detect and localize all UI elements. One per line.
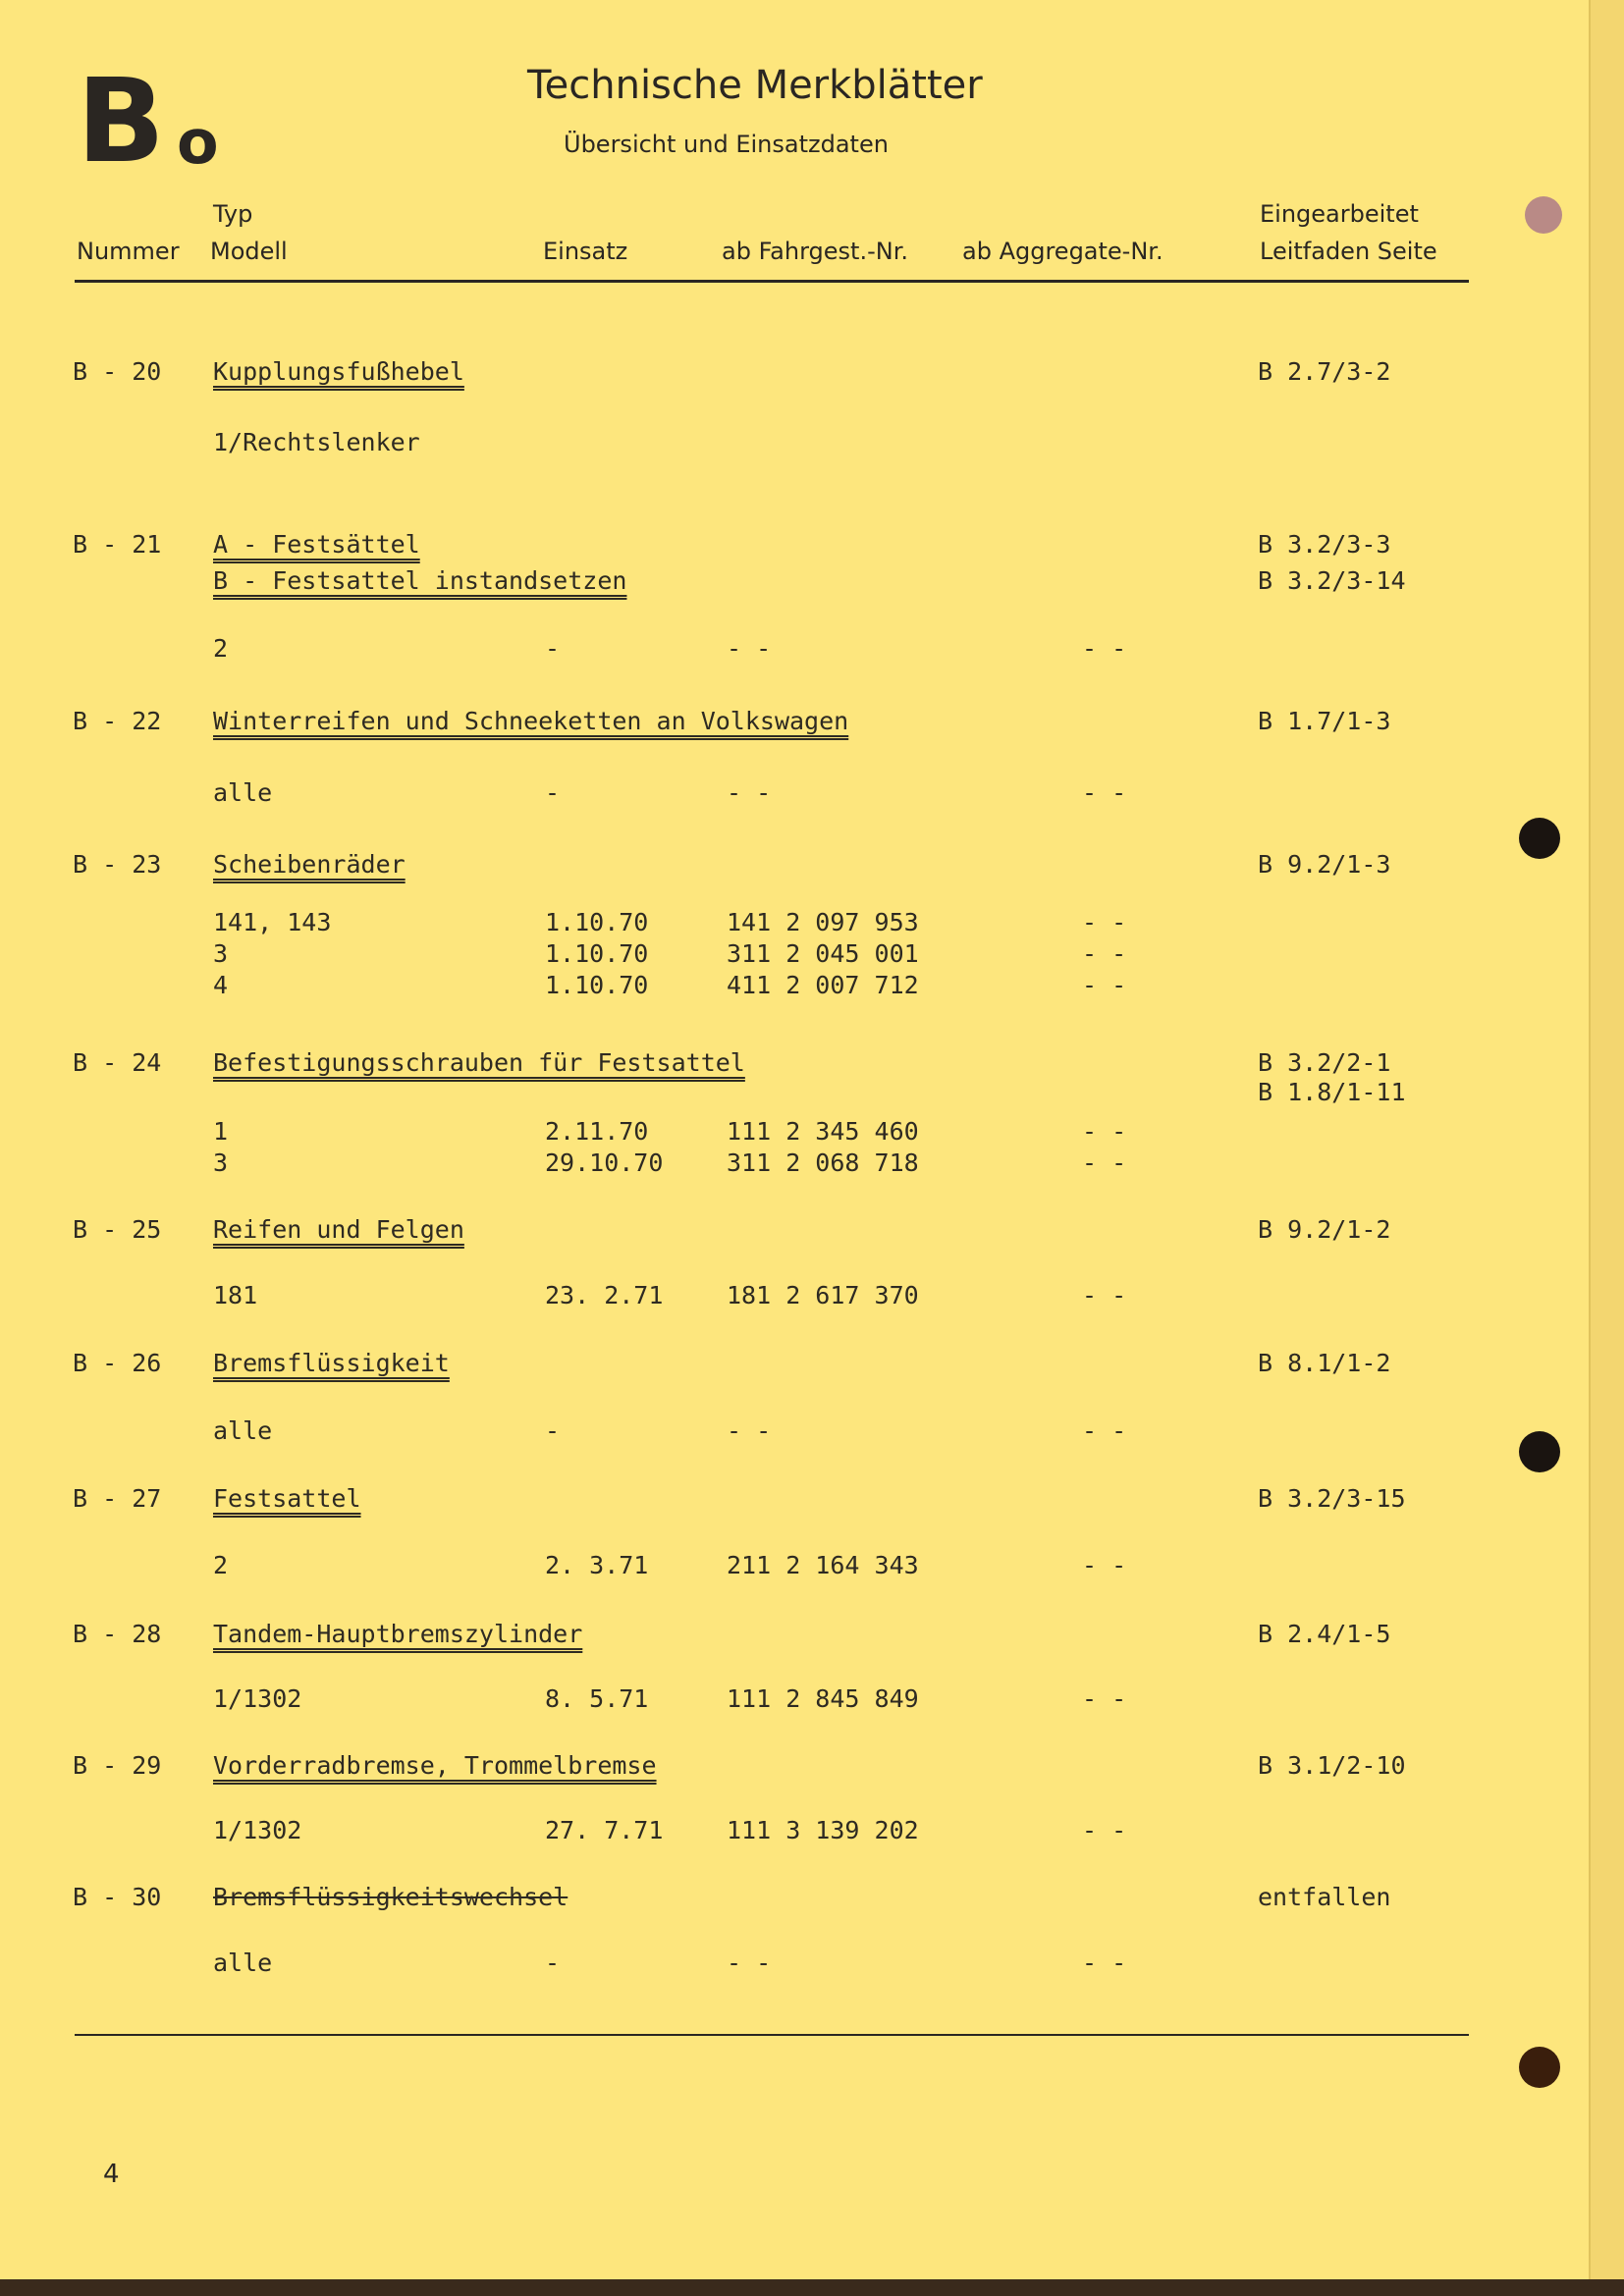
entry-einsatz: 1.10.70 bbox=[545, 939, 649, 968]
logo bbox=[77, 53, 219, 188]
entry-einsatz: - bbox=[545, 1416, 561, 1445]
entry-modell: alle bbox=[213, 778, 273, 807]
entry-einsatz: 2. 3.71 bbox=[545, 1551, 649, 1579]
bottom-strip bbox=[0, 2279, 1624, 2296]
entry-leitfaden: B 2.4/1-5 bbox=[1258, 1620, 1391, 1648]
entry-modell: 1 bbox=[213, 1117, 229, 1146]
entry-fahrgest: - - bbox=[727, 634, 772, 663]
entry-leitfaden: B 9.2/1-2 bbox=[1258, 1215, 1391, 1244]
entry-nummer: B - 22 bbox=[73, 707, 162, 735]
entry-leitfaden: B 3.2/3-3 bbox=[1258, 530, 1391, 559]
entry-title: Vorderradbremse, Trommelbremse bbox=[213, 1751, 657, 1780]
entry-modell: 4 bbox=[213, 971, 229, 999]
punch-hole-icon bbox=[1519, 1431, 1560, 1472]
entry-leitfaden: B 3.1/2-10 bbox=[1258, 1751, 1406, 1780]
entry-leitfaden: B 3.2/2-1 bbox=[1258, 1048, 1391, 1077]
entry-leitfaden: entfallen bbox=[1258, 1883, 1391, 1911]
punch-hole-icon bbox=[1519, 818, 1560, 859]
entry-title: Winterreifen und Schneeketten an Volkswagen bbox=[213, 707, 849, 735]
entry-einsatz: - bbox=[545, 634, 561, 663]
entry-fahrgest: - - bbox=[727, 778, 772, 807]
entry-modell: 1/1302 bbox=[213, 1684, 302, 1713]
column-header-typ: Typ bbox=[213, 200, 253, 228]
entry-modell: alle bbox=[213, 1949, 273, 1977]
entry-einsatz: 2.11.70 bbox=[545, 1117, 649, 1146]
entry-aggregate: - - bbox=[1082, 939, 1127, 968]
entry-aggregate: - - bbox=[1082, 1816, 1127, 1844]
header-rule bbox=[75, 280, 1469, 283]
entry-title: Befestigungsschrauben für Festsattel bbox=[213, 1048, 745, 1077]
entry-nummer: B - 29 bbox=[73, 1751, 162, 1780]
entry-einsatz: 23. 2.71 bbox=[545, 1281, 664, 1309]
entry-modell: alle bbox=[213, 1416, 273, 1445]
entry-modell: 1/1302 bbox=[213, 1816, 302, 1844]
entry-aggregate: - - bbox=[1082, 1551, 1127, 1579]
entry-nummer: B - 30 bbox=[73, 1883, 162, 1911]
entry-leitfaden: B 3.2/3-14 bbox=[1258, 566, 1406, 595]
logo-letter: B bbox=[77, 53, 165, 188]
entry-fahrgest: 181 2 617 370 bbox=[727, 1281, 919, 1309]
entry-aggregate: - - bbox=[1082, 1684, 1127, 1713]
entry-title: B - Festsattel instandsetzen bbox=[213, 566, 627, 595]
entry-aggregate: - - bbox=[1082, 1416, 1127, 1445]
entry-fahrgest: 111 2 845 849 bbox=[727, 1684, 919, 1713]
entry-modell: 2 bbox=[213, 634, 229, 663]
entry-title: Bremsflüssigkeit bbox=[213, 1349, 450, 1377]
entry-title: Festsattel bbox=[213, 1484, 361, 1513]
entry-modell: 3 bbox=[213, 939, 229, 968]
entry-leitfaden: B 1.8/1-11 bbox=[1258, 1078, 1406, 1106]
entry-title: Scheibenräder bbox=[213, 850, 406, 879]
entry-nummer: B - 25 bbox=[73, 1215, 162, 1244]
entry-modell: 181 bbox=[213, 1281, 258, 1309]
entry-einsatz: 8. 5.71 bbox=[545, 1684, 649, 1713]
logo-suffix: o bbox=[177, 106, 219, 178]
punch-hole-icon bbox=[1519, 2047, 1560, 2088]
entry-einsatz: 1.10.70 bbox=[545, 908, 649, 936]
entry-aggregate: - - bbox=[1082, 1281, 1127, 1309]
entry-title: Bremsflüssigkeitswechsel bbox=[213, 1883, 568, 1911]
column-header-fahrgest: ab Fahrgest.-Nr. bbox=[722, 238, 908, 265]
entry-leitfaden: B 9.2/1-3 bbox=[1258, 850, 1391, 879]
entry-aggregate: - - bbox=[1082, 1148, 1127, 1177]
entry-aggregate: - - bbox=[1082, 778, 1127, 807]
entry-leitfaden: B 2.7/3-2 bbox=[1258, 357, 1391, 386]
entry-nummer: B - 27 bbox=[73, 1484, 162, 1513]
entry-fahrgest: 311 2 045 001 bbox=[727, 939, 919, 968]
entry-leitfaden: B 3.2/3-15 bbox=[1258, 1484, 1406, 1513]
entry-title: Tandem-Hauptbremszylinder bbox=[213, 1620, 583, 1648]
column-header-nummer: Nummer bbox=[77, 238, 180, 265]
entry-aggregate: - - bbox=[1082, 1949, 1127, 1977]
column-header-aggregate: ab Aggregate-Nr. bbox=[962, 238, 1164, 265]
entry-modell: 1/Rechtslenker bbox=[213, 428, 420, 456]
entry-fahrgest: 311 2 068 718 bbox=[727, 1148, 919, 1177]
entry-einsatz: 27. 7.71 bbox=[545, 1816, 664, 1844]
entry-nummer: B - 20 bbox=[73, 357, 162, 386]
entry-fahrgest: 111 3 139 202 bbox=[727, 1816, 919, 1844]
entry-leitfaden: B 8.1/1-2 bbox=[1258, 1349, 1391, 1377]
paper-edge bbox=[1589, 0, 1624, 2296]
entry-modell: 141, 143 bbox=[213, 908, 332, 936]
column-header-einsatz: Einsatz bbox=[543, 238, 628, 265]
entry-title: Kupplungsfußhebel bbox=[213, 357, 464, 386]
entry-nummer: B - 28 bbox=[73, 1620, 162, 1648]
column-header-modell: Modell bbox=[210, 238, 288, 265]
entry-einsatz: 29.10.70 bbox=[545, 1148, 664, 1177]
entry-aggregate: - - bbox=[1082, 634, 1127, 663]
entry-einsatz: - bbox=[545, 1949, 561, 1977]
entry-modell: 3 bbox=[213, 1148, 229, 1177]
entry-aggregate: - - bbox=[1082, 971, 1127, 999]
entry-leitfaden: B 1.7/1-3 bbox=[1258, 707, 1391, 735]
entry-nummer: B - 21 bbox=[73, 530, 162, 559]
page-number: 4 bbox=[103, 2160, 120, 2189]
entry-aggregate: - - bbox=[1082, 1117, 1127, 1146]
entry-modell: 2 bbox=[213, 1551, 229, 1579]
entry-fahrgest: 141 2 097 953 bbox=[727, 908, 919, 936]
entry-aggregate: - - bbox=[1082, 908, 1127, 936]
column-header-leitfaden: Leitfaden Seite bbox=[1260, 238, 1437, 265]
entry-fahrgest: - - bbox=[727, 1416, 772, 1445]
page-title: Technische Merkblätter bbox=[527, 63, 983, 108]
entry-title: Reifen und Felgen bbox=[213, 1215, 464, 1244]
punch-hole-icon bbox=[1525, 196, 1562, 234]
entry-title: A - Festsättel bbox=[213, 530, 420, 559]
entry-fahrgest: 111 2 345 460 bbox=[727, 1117, 919, 1146]
entry-einsatz: - bbox=[545, 778, 561, 807]
entry-nummer: B - 24 bbox=[73, 1048, 162, 1077]
footer-rule bbox=[75, 2034, 1469, 2036]
page-subtitle: Übersicht und Einsatzdaten bbox=[564, 131, 889, 158]
column-header-eingearbeitet: Eingearbeitet bbox=[1260, 200, 1419, 228]
entry-fahrgest: 411 2 007 712 bbox=[727, 971, 919, 999]
entry-fahrgest: - - bbox=[727, 1949, 772, 1977]
entry-nummer: B - 23 bbox=[73, 850, 162, 879]
entry-einsatz: 1.10.70 bbox=[545, 971, 649, 999]
entry-nummer: B - 26 bbox=[73, 1349, 162, 1377]
entry-fahrgest: 211 2 164 343 bbox=[727, 1551, 919, 1579]
